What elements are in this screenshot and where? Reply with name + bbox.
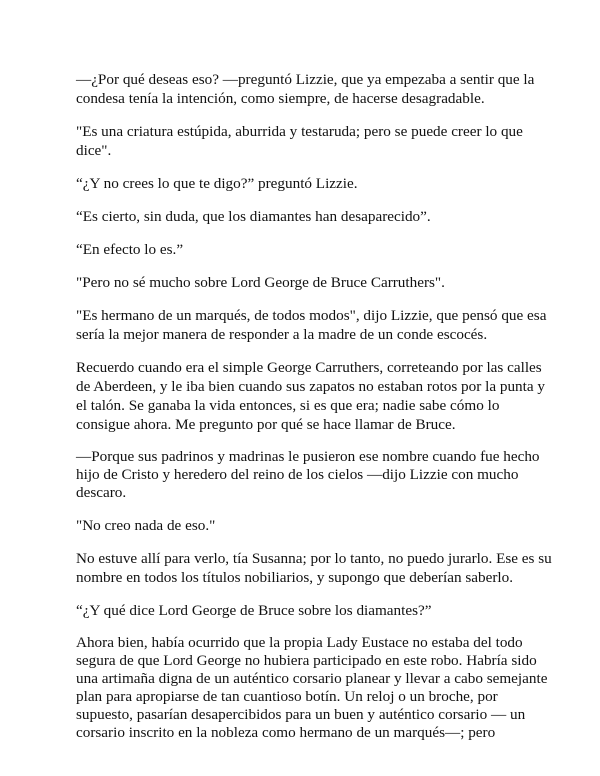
paragraph: “En efecto lo es.” [76, 241, 184, 258]
paragraph: “¿Y qué dice Lord George de Bruce sobre los diamantes?” [76, 602, 432, 619]
paragraph: —Porque sus padrinos y madrinas le pusieron ese nombre cuando fue hecho hijo de Cristo y heredero del reino de los cielos —dijo Lizzie con mucho descaro. [76, 448, 540, 501]
paragraph: "Pero no sé mucho sobre Lord George de Bruce Carruthers". [76, 274, 445, 291]
paragraph: “Es cierto, sin duda, que los diamantes han desaparecido”. [76, 208, 431, 225]
paragraph: Recuerdo cuando era el simple George Carruthers, correteando por las calles de Aberdeen, y le iba bien cuando sus zapatos no estaban rotos por la punta y el talón. Se ganaba la vida entonces, si es que era; nadie sabe cómo lo consigue ahora. Me pregunto por qué se hace llamar de Bruce. [76, 359, 545, 433]
paragraph: —¿Por qué deseas eso? —preguntó Lizzie, que ya empezaba a sentir que la condesa tenía la intención, como siempre, de hacerse desagradable. [76, 71, 535, 107]
paragraph: Ahora bien, había ocurrido que la propia Lady Eustace no estaba del todo segura de que Lord George no hubiera participado en este robo. Habría sido una artimaña digna de un auténtico corsario planear y llevar a cabo semejante plan para apropiarse de tan cuantioso botín. Un reloj o un broche, por supuesto, pasarían desapercibidos para un buen y auténtico corsario — un corsario inscrito en la nobleza como hermano de un marqués—; pero [76, 634, 548, 741]
paragraph: “¿Y no crees lo que te digo?” preguntó Lizzie. [76, 175, 358, 192]
document-page [76, 70, 556, 756]
paragraph: No estuve allí para verlo, tía Susanna; por lo tanto, no puedo jurarlo. Ese es su nombre en todos los títulos nobiliarios, y supongo que deberían saberlo. [76, 550, 552, 586]
paragraph: "No creo nada de eso." [76, 517, 216, 534]
paragraph: "Es una criatura estúpida, aburrida y testaruda; pero se puede creer lo que dice". [76, 123, 523, 159]
paragraph: "Es hermano de un marqués, de todos modos", dijo Lizzie, que pensó que esa sería la mejor manera de responder a la madre de un conde escocés. [76, 307, 547, 343]
